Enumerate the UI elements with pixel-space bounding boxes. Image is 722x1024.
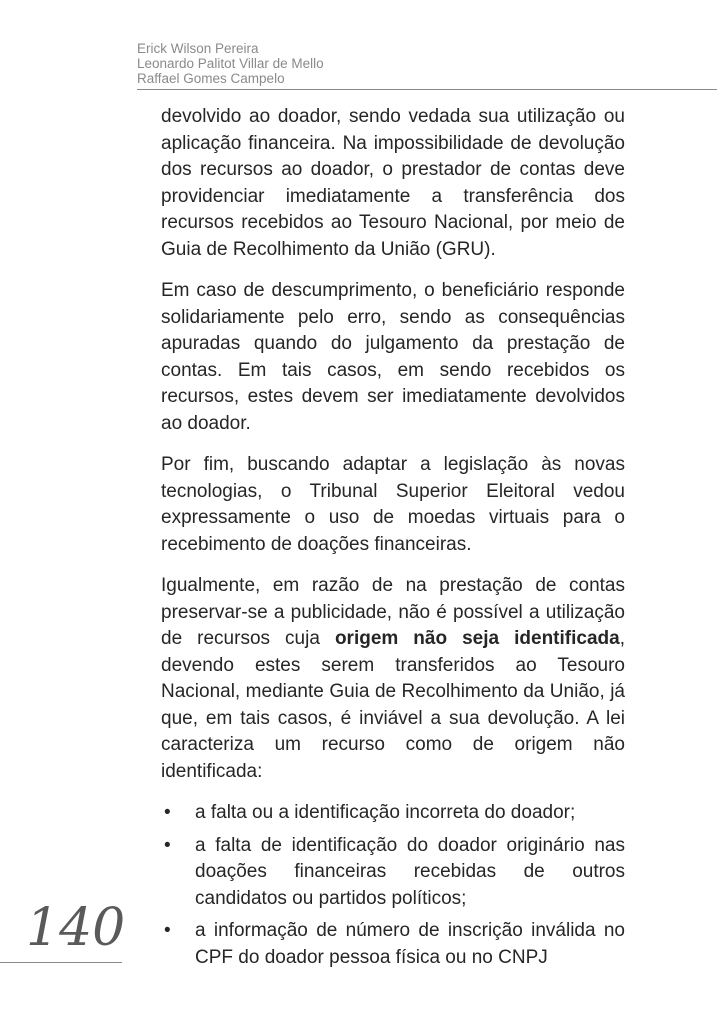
bullet-icon: • — [164, 802, 171, 823]
page-body — [161, 104, 625, 977]
list-item — [161, 833, 625, 913]
list-item-text: a falta ou a identificação incorreta do doador; — [195, 802, 576, 823]
paragraph-4 — [161, 573, 625, 785]
running-header — [137, 41, 324, 86]
list-item-text: a falta de identificação do doador originário nas doações financeiras recebidas de outros candidatos ou partidos políticos; — [195, 834, 625, 909]
paragraph-3: Por fim, buscando adaptar a legislação às novas tecnologias, o Tribunal Superior Eleitoral vedou expressamente o uso de moedas virtuais para o recebimento de doações financeiras. — [161, 454, 625, 555]
bullet-icon: • — [164, 834, 171, 856]
list-item — [161, 918, 625, 971]
paragraph-2: Em caso de descumprimento, o beneficiário responde solidariamente pelo erro, sendo as consequências apuradas quando do julgamento da prestação de contas. Em tais casos, em sendo recebidos os recursos, estes devem ser imediatamente devolvidos ao doador. — [161, 280, 625, 434]
bullet-icon: • — [164, 920, 171, 941]
header-divider — [137, 89, 717, 90]
paragraph-4-text-b: , devendo estes serem transferidos ao Tesouro Nacional, mediante Guia de Recolhimento da União, já que, em tais casos, é inviável a sua devolução. A lei caracteriza um recurso como de origem não identificada: — [161, 628, 625, 782]
paragraph-4-emphasis: origem não seja identificada — [334, 628, 620, 649]
header-author-3: Raffael Gomes Campelo — [137, 71, 285, 86]
page-number: 140 — [26, 898, 126, 958]
header-author-1: Erick Wilson Pereira — [137, 41, 259, 56]
header-author-2: Leonardo Palitot Villar de Mello — [137, 56, 324, 71]
list-item — [161, 800, 625, 827]
paragraph-4-text-a: Igualmente, em razão de na prestação de contas preservar-se a publicidade, não é possível a utilização de recursos cuja — [161, 575, 625, 649]
bullet-list — [161, 800, 625, 971]
footer-divider — [0, 962, 122, 963]
paragraph-1: devolvido ao doador, sendo vedada sua utilização ou aplicação financeira. Na impossibilidade de devolução dos recursos ao doador, o prestador de contas deve providenciar imediatamente a transferência dos recursos recebidos ao Tesouro Nacional, por meio de Guia de Recolhimento da União (GRU). — [161, 106, 625, 260]
list-item-text: a informação de número de inscrição inválida no CPF do doador pessoa física ou no CNPJ — [195, 920, 625, 968]
